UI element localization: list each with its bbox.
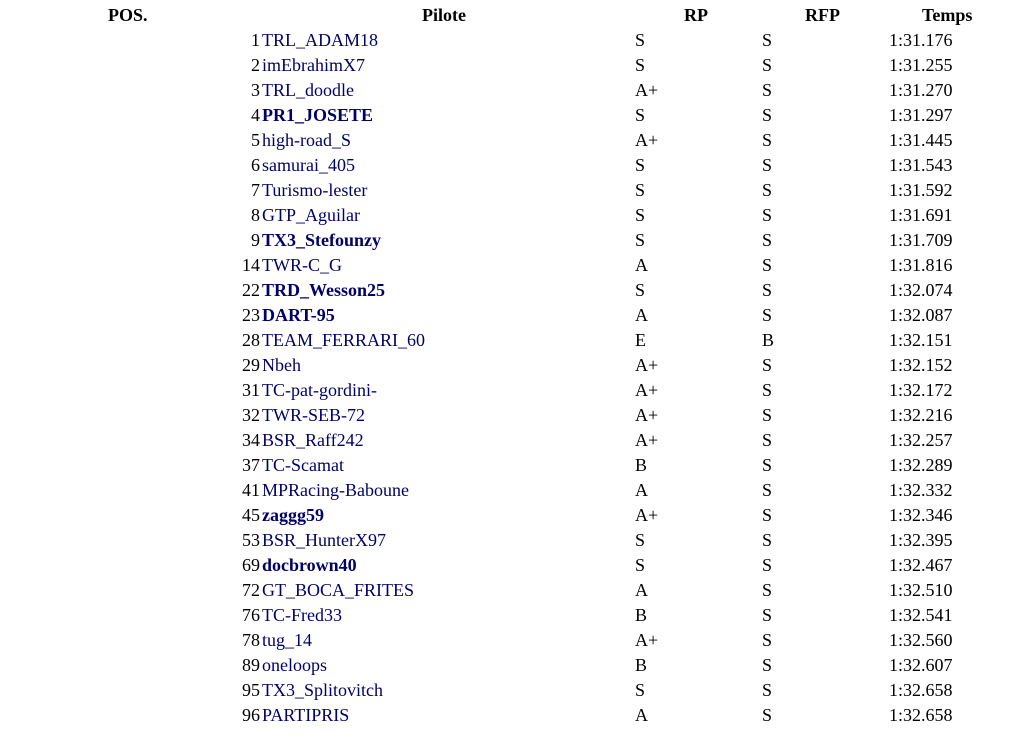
pos-cell: 22 bbox=[242, 280, 260, 300]
table-row bbox=[0, 228, 1020, 253]
rfp-cell: S bbox=[762, 255, 773, 275]
table-header bbox=[0, 2, 1020, 28]
pilot-name: PR1_JOSETE bbox=[262, 105, 374, 125]
rfp-cell: S bbox=[762, 530, 773, 550]
pilot-name: TWR-C_G bbox=[262, 255, 342, 275]
pilot-name: TX3_Splitovitch bbox=[262, 680, 383, 700]
rp-cell: S bbox=[635, 555, 646, 575]
pilot-name: samurai_405 bbox=[262, 155, 355, 175]
lap-time-cell: 1:32.172 bbox=[889, 380, 953, 400]
table-row bbox=[0, 378, 1020, 403]
table-row bbox=[0, 578, 1020, 603]
pos-cell: 41 bbox=[242, 480, 260, 500]
pos-cell: 28 bbox=[242, 330, 260, 350]
rp-cell: A+ bbox=[635, 355, 659, 375]
rfp-cell: S bbox=[762, 380, 773, 400]
pilot-name: TC-pat-gordini- bbox=[262, 380, 377, 400]
lap-time-cell: 1:32.151 bbox=[889, 330, 953, 350]
table-row bbox=[0, 28, 1020, 53]
table-row bbox=[0, 203, 1020, 228]
table-row bbox=[0, 403, 1020, 428]
pilot-name: GTP_Aguilar bbox=[262, 205, 360, 225]
rp-cell: A+ bbox=[635, 130, 659, 150]
pilot-name: PARTIPRIS bbox=[262, 705, 350, 725]
lap-time-cell: 1:31.709 bbox=[889, 230, 953, 250]
table-row bbox=[0, 603, 1020, 628]
rfp-cell: S bbox=[762, 230, 773, 250]
table-row bbox=[0, 253, 1020, 278]
pilot-name: TC-Fred33 bbox=[262, 605, 342, 625]
table-row bbox=[0, 478, 1020, 503]
pos-cell: 7 bbox=[251, 180, 260, 200]
lap-time-cell: 1:32.152 bbox=[889, 355, 953, 375]
pos-cell: 23 bbox=[242, 305, 260, 325]
rp-cell: A+ bbox=[635, 405, 659, 425]
table-row bbox=[0, 653, 1020, 678]
table-row bbox=[0, 153, 1020, 178]
lap-time-cell: 1:32.257 bbox=[889, 430, 953, 450]
lap-time-cell: 1:31.691 bbox=[889, 205, 953, 225]
rp-cell: S bbox=[635, 105, 646, 125]
table-row bbox=[0, 353, 1020, 378]
lap-time-cell: 1:32.332 bbox=[889, 480, 953, 500]
table-row bbox=[0, 628, 1020, 653]
rfp-cell: S bbox=[762, 480, 773, 500]
header-pilote: Pilote bbox=[422, 5, 466, 25]
lap-time-cell: 1:32.607 bbox=[889, 655, 953, 675]
rp-cell: A+ bbox=[635, 380, 659, 400]
rp-cell: S bbox=[635, 55, 646, 75]
pos-cell: 4 bbox=[251, 105, 260, 125]
pos-cell: 29 bbox=[242, 355, 260, 375]
pilot-name: TC-Scamat bbox=[262, 455, 344, 475]
rp-cell: S bbox=[635, 155, 646, 175]
pilot-name: imEbrahimX7 bbox=[262, 55, 365, 75]
lap-time-cell: 1:32.658 bbox=[889, 680, 953, 700]
pos-cell: 96 bbox=[242, 705, 260, 725]
rfp-cell: S bbox=[762, 180, 773, 200]
rp-cell: S bbox=[635, 230, 646, 250]
lap-time-cell: 1:31.297 bbox=[889, 105, 953, 125]
rp-cell: A+ bbox=[635, 505, 659, 525]
pilot-name: docbrown40 bbox=[262, 555, 357, 575]
table-row bbox=[0, 53, 1020, 78]
rfp-cell: S bbox=[762, 455, 773, 475]
rfp-cell: S bbox=[762, 405, 773, 425]
table-row bbox=[0, 103, 1020, 128]
pilot-name: TRD_Wesson25 bbox=[262, 280, 386, 300]
pilot-name: TWR-SEB-72 bbox=[262, 405, 365, 425]
pos-cell: 76 bbox=[242, 605, 260, 625]
header-rp: RP bbox=[684, 5, 708, 25]
rp-cell: A bbox=[635, 480, 648, 500]
rp-cell: A bbox=[635, 255, 648, 275]
lap-time-cell: 1:31.445 bbox=[889, 130, 953, 150]
pos-cell: 95 bbox=[242, 680, 260, 700]
pos-cell: 2 bbox=[251, 55, 260, 75]
rp-cell: S bbox=[635, 680, 646, 700]
standings-table bbox=[0, 2, 1020, 728]
rp-cell: S bbox=[635, 30, 646, 50]
pilot-name: Nbeh bbox=[262, 355, 301, 375]
pos-cell: 72 bbox=[242, 580, 260, 600]
pos-cell: 32 bbox=[242, 405, 260, 425]
pilot-name: TEAM_FERRARI_60 bbox=[262, 330, 426, 350]
pilot-name: TRL_doodle bbox=[262, 80, 354, 100]
pos-cell: 9 bbox=[251, 230, 260, 250]
pilot-name: DART-95 bbox=[262, 305, 335, 325]
pos-cell: 1 bbox=[251, 30, 260, 50]
table-row bbox=[0, 503, 1020, 528]
rp-cell: S bbox=[635, 205, 646, 225]
pilot-name: GT_BOCA_FRITES bbox=[262, 580, 415, 600]
pos-cell: 8 bbox=[251, 205, 260, 225]
rfp-cell: S bbox=[762, 280, 773, 300]
rfp-cell: S bbox=[762, 355, 773, 375]
rfp-cell: S bbox=[762, 580, 773, 600]
pilot-name: TRL_ADAM18 bbox=[262, 30, 378, 50]
rfp-cell: S bbox=[762, 105, 773, 125]
pilot-name: oneloops bbox=[262, 655, 327, 675]
pos-cell: 89 bbox=[242, 655, 260, 675]
rp-cell: S bbox=[635, 180, 646, 200]
header-pos: POS. bbox=[108, 5, 148, 25]
rp-cell: S bbox=[635, 280, 646, 300]
pilot-name: tug_14 bbox=[262, 630, 313, 650]
rfp-cell: S bbox=[762, 505, 773, 525]
lap-time-cell: 1:31.176 bbox=[889, 30, 953, 50]
table-row bbox=[0, 678, 1020, 703]
pilot-name: MPRacing-Baboune bbox=[262, 480, 409, 500]
pilot-name: BSR_Raff242 bbox=[262, 430, 364, 450]
lap-time-cell: 1:32.087 bbox=[889, 305, 953, 325]
table-body bbox=[0, 28, 1020, 728]
pos-cell: 6 bbox=[251, 155, 260, 175]
lap-time-cell: 1:32.467 bbox=[889, 555, 953, 575]
table-row bbox=[0, 328, 1020, 353]
pilot-name: zaggg59 bbox=[262, 505, 324, 525]
lap-time-cell: 1:32.216 bbox=[889, 405, 953, 425]
rp-cell: S bbox=[635, 530, 646, 550]
table-row bbox=[0, 78, 1020, 103]
table-row bbox=[0, 553, 1020, 578]
rfp-cell: S bbox=[762, 205, 773, 225]
rp-cell: A+ bbox=[635, 430, 659, 450]
table-row bbox=[0, 303, 1020, 328]
pos-cell: 37 bbox=[242, 455, 260, 475]
rp-cell: A+ bbox=[635, 80, 659, 100]
rfp-cell: S bbox=[762, 430, 773, 450]
rp-cell: A bbox=[635, 580, 648, 600]
lap-time-cell: 1:31.816 bbox=[889, 255, 953, 275]
lap-time-cell: 1:32.074 bbox=[889, 280, 953, 300]
rfp-cell: S bbox=[762, 605, 773, 625]
table-row bbox=[0, 278, 1020, 303]
pos-cell: 53 bbox=[242, 530, 260, 550]
pos-cell: 14 bbox=[242, 255, 260, 275]
table-row bbox=[0, 178, 1020, 203]
pos-cell: 45 bbox=[242, 505, 260, 525]
rfp-cell: S bbox=[762, 80, 773, 100]
rfp-cell: S bbox=[762, 705, 773, 725]
pilot-name: TX3_Stefounzy bbox=[262, 230, 382, 250]
rfp-cell: S bbox=[762, 305, 773, 325]
pilot-name: high-road_S bbox=[262, 130, 351, 150]
lap-time-cell: 1:32.395 bbox=[889, 530, 953, 550]
rp-cell: A+ bbox=[635, 630, 659, 650]
rfp-cell: S bbox=[762, 680, 773, 700]
rfp-cell: S bbox=[762, 555, 773, 575]
table-row bbox=[0, 703, 1020, 728]
pos-cell: 31 bbox=[242, 380, 260, 400]
lap-time-cell: 1:31.255 bbox=[889, 55, 953, 75]
lap-time-cell: 1:32.541 bbox=[889, 605, 953, 625]
header-temps: Temps bbox=[922, 5, 973, 25]
table-row bbox=[0, 453, 1020, 478]
table-row bbox=[0, 528, 1020, 553]
lap-time-cell: 1:32.346 bbox=[889, 505, 953, 525]
rfp-cell: S bbox=[762, 655, 773, 675]
rfp-cell: S bbox=[762, 630, 773, 650]
lap-time-cell: 1:31.592 bbox=[889, 180, 953, 200]
rfp-cell: S bbox=[762, 30, 773, 50]
rp-cell: B bbox=[635, 605, 648, 625]
pilot-name: Turismo-lester bbox=[262, 180, 368, 200]
pilot-name: BSR_HunterX97 bbox=[262, 530, 387, 550]
table-row bbox=[0, 428, 1020, 453]
rfp-cell: S bbox=[762, 155, 773, 175]
rp-cell: E bbox=[635, 330, 646, 350]
rfp-cell: S bbox=[762, 130, 773, 150]
rp-cell: A bbox=[635, 705, 648, 725]
lap-time-cell: 1:32.560 bbox=[889, 630, 953, 650]
pos-cell: 5 bbox=[251, 130, 260, 150]
rfp-cell: B bbox=[762, 330, 775, 350]
pos-cell: 69 bbox=[242, 555, 260, 575]
pos-cell: 34 bbox=[242, 430, 260, 450]
lap-time-cell: 1:32.289 bbox=[889, 455, 953, 475]
lap-time-cell: 1:31.543 bbox=[889, 155, 953, 175]
rp-cell: B bbox=[635, 455, 648, 475]
pos-cell: 78 bbox=[242, 630, 260, 650]
lap-time-cell: 1:32.510 bbox=[889, 580, 953, 600]
rfp-cell: S bbox=[762, 55, 773, 75]
lap-time-cell: 1:32.658 bbox=[889, 705, 953, 725]
table-row bbox=[0, 128, 1020, 153]
pos-cell: 3 bbox=[251, 80, 260, 100]
header-rfp: RFP bbox=[805, 5, 840, 25]
lap-time-cell: 1:31.270 bbox=[889, 80, 953, 100]
rp-cell: B bbox=[635, 655, 648, 675]
rp-cell: A bbox=[635, 305, 648, 325]
